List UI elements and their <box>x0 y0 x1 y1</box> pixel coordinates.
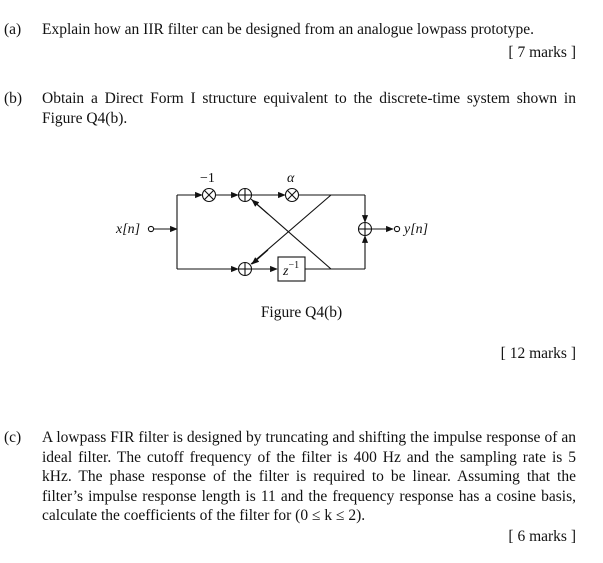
input-label: x[n] <box>116 222 141 237</box>
input-terminal <box>148 226 153 231</box>
gain-neg-one-label: −1 <box>200 171 215 186</box>
delay-base: z <box>283 264 289 279</box>
output-label: y[n] <box>404 222 429 237</box>
question-a-marks: [ 7 marks ] <box>508 44 576 61</box>
question-a-text: Explain how an IIR filter can be designed from an analogue lowpass prototype. <box>42 21 534 38</box>
figure-caption: Figure Q4(b) <box>260 304 343 321</box>
adder-output <box>359 223 372 236</box>
adder-lower <box>239 263 252 276</box>
delay-exponent: −1 <box>288 260 300 271</box>
multiplier-neg-one <box>203 189 216 202</box>
question-a-label: (a) <box>4 21 22 38</box>
question-c-text: A lowpass FIR filter is designed by truncating and shifting the impulse response of an ideal filter. The cutoff frequency of the filter is 400 Hz and the sampling rate is 5 kHz. The phase response of the filter is required to be linear. Assuming that the filter’s impulse response length is 11 and the frequency response has a cosine basis, calculate the coefficients of the filter for (0 ≤ k ≤ 2). <box>42 429 576 524</box>
output-terminal <box>394 226 399 231</box>
question-c-marks: [ 6 marks ] <box>508 528 576 545</box>
question-c-label: (c) <box>4 429 22 446</box>
question-b-label: (b) <box>4 90 23 107</box>
gain-alpha-label: α <box>287 171 295 186</box>
multiplier-alpha <box>286 189 299 202</box>
question-b-marks: [ 12 marks ] <box>500 345 576 362</box>
adder-upper <box>239 189 252 202</box>
cross-arrow-lower <box>252 250 268 264</box>
cross-arrow-upper <box>252 200 268 214</box>
question-b-text: Obtain a Direct Form I structure equivalent to the discrete-time system shown in Figure Q4(b). <box>42 90 576 127</box>
